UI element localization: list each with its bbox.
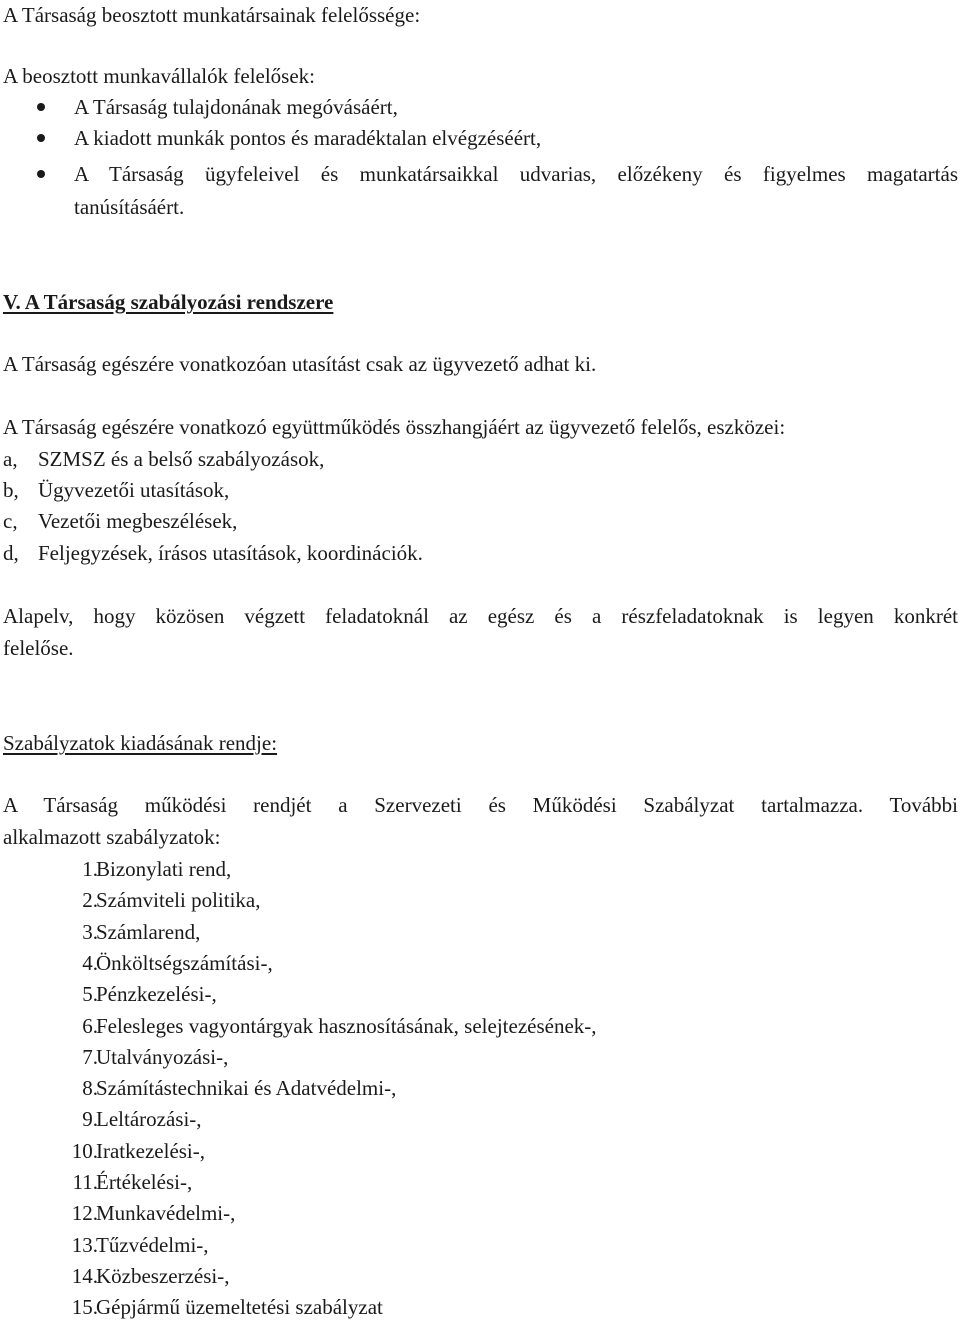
bullet-dot [37, 134, 45, 142]
regulation-number: 1. [82, 857, 98, 881]
section-title: V. A Társaság szabályozási rendszere [3, 290, 334, 314]
list-letter: b, [3, 478, 19, 502]
regulation-number: 3. [82, 920, 98, 944]
responsibility-heading: A Társaság beosztott munkatársainak felelőssége: [3, 3, 421, 27]
regulation-number: 15. [71, 1295, 98, 1319]
regulation-text: Számviteli politika, [96, 888, 261, 912]
regulation-number: 6. [82, 1014, 98, 1038]
list-text: Feljegyzések, írásos utasítások, koordinációk. [38, 541, 423, 565]
regulation-text: Leltározási-, [96, 1107, 202, 1131]
regulation-number: 5. [82, 982, 98, 1006]
regulation-text: Munkavédelmi-, [96, 1201, 236, 1225]
principle-paragraph: Alapelv, hogy közösen végzett feladatoknál az egész és a részfeladatoknak is legyen konkrét [3, 604, 958, 628]
bullet-item-continuation: tanúsításáért. [74, 195, 185, 219]
regulation-text: Felesleges vagyontárgyak hasznosításának, selejtezésének-, [96, 1014, 597, 1038]
paragraph-instructions: A Társaság egészére vonatkozóan utasítást csak az ügyvezető adhat ki. [3, 352, 597, 376]
bullet-item: A Társaság ügyfeleivel és munkatársaikkal udvarias, előzékeny és figyelmes magatartás [74, 162, 958, 186]
regulation-number: 12. [71, 1201, 98, 1225]
regulation-text: Iratkezelési-, [96, 1139, 206, 1163]
regulation-number: 14. [71, 1264, 98, 1288]
rules-heading: Szabályzatok kiadásának rendje: [3, 731, 278, 755]
regulation-number: 8. [82, 1076, 98, 1100]
list-text: SZMSZ és a belső szabályozások, [38, 447, 325, 471]
rules-intro: A Társaság működési rendjét a Szervezeti és Működési Szabályzat tartalmazza. További [3, 793, 958, 817]
regulation-text: Tűzvédelmi-, [96, 1233, 209, 1257]
list-text: Vezetői megbeszélések, [38, 509, 238, 533]
regulation-text: Értékelési-, [96, 1170, 193, 1194]
regulation-number: 2. [82, 888, 98, 912]
regulation-number: 10. [71, 1139, 98, 1163]
rules-intro-continuation: alkalmazott szabályzatok: [3, 825, 221, 849]
regulation-number: 11. [72, 1170, 98, 1194]
list-text: Ügyvezetői utasítások, [38, 478, 230, 502]
paragraph-cooperation: A Társaság egészére vonatkozó együttműködés összhangjáért az ügyvezető felelős, eszközei: [3, 415, 786, 439]
bullet-dot [37, 170, 45, 178]
regulation-number: 7. [82, 1045, 98, 1069]
bullet-item: A Társaság tulajdonának megóvásáért, [74, 95, 398, 119]
regulation-text: Utalványozási-, [96, 1045, 229, 1069]
list-letter: c, [3, 509, 18, 533]
regulation-text: Pénzkezelési-, [96, 982, 217, 1006]
list-letter: a, [3, 447, 18, 471]
list-letter: d, [3, 541, 19, 565]
regulation-text: Számlarend, [96, 920, 201, 944]
bullet-item: A kiadott munkák pontos és maradéktalan elvégzéséért, [74, 126, 542, 150]
regulation-text: Bizonylati rend, [96, 857, 232, 881]
regulation-text: Közbeszerzési-, [96, 1264, 230, 1288]
regulation-number: 4. [82, 951, 98, 975]
employees-intro: A beosztott munkavállalók felelősek: [3, 64, 316, 88]
regulation-text: Gépjármű üzemeltetési szabályzat [96, 1295, 383, 1319]
regulation-number: 13. [71, 1233, 98, 1257]
bullet-dot [37, 103, 45, 111]
regulation-text: Önköltségszámítási-, [96, 951, 273, 975]
regulation-text: Számítástechnikai és Adatvédelmi-, [96, 1076, 397, 1100]
principle-paragraph-continuation: felelőse. [3, 636, 74, 660]
regulation-number: 9. [82, 1107, 98, 1131]
